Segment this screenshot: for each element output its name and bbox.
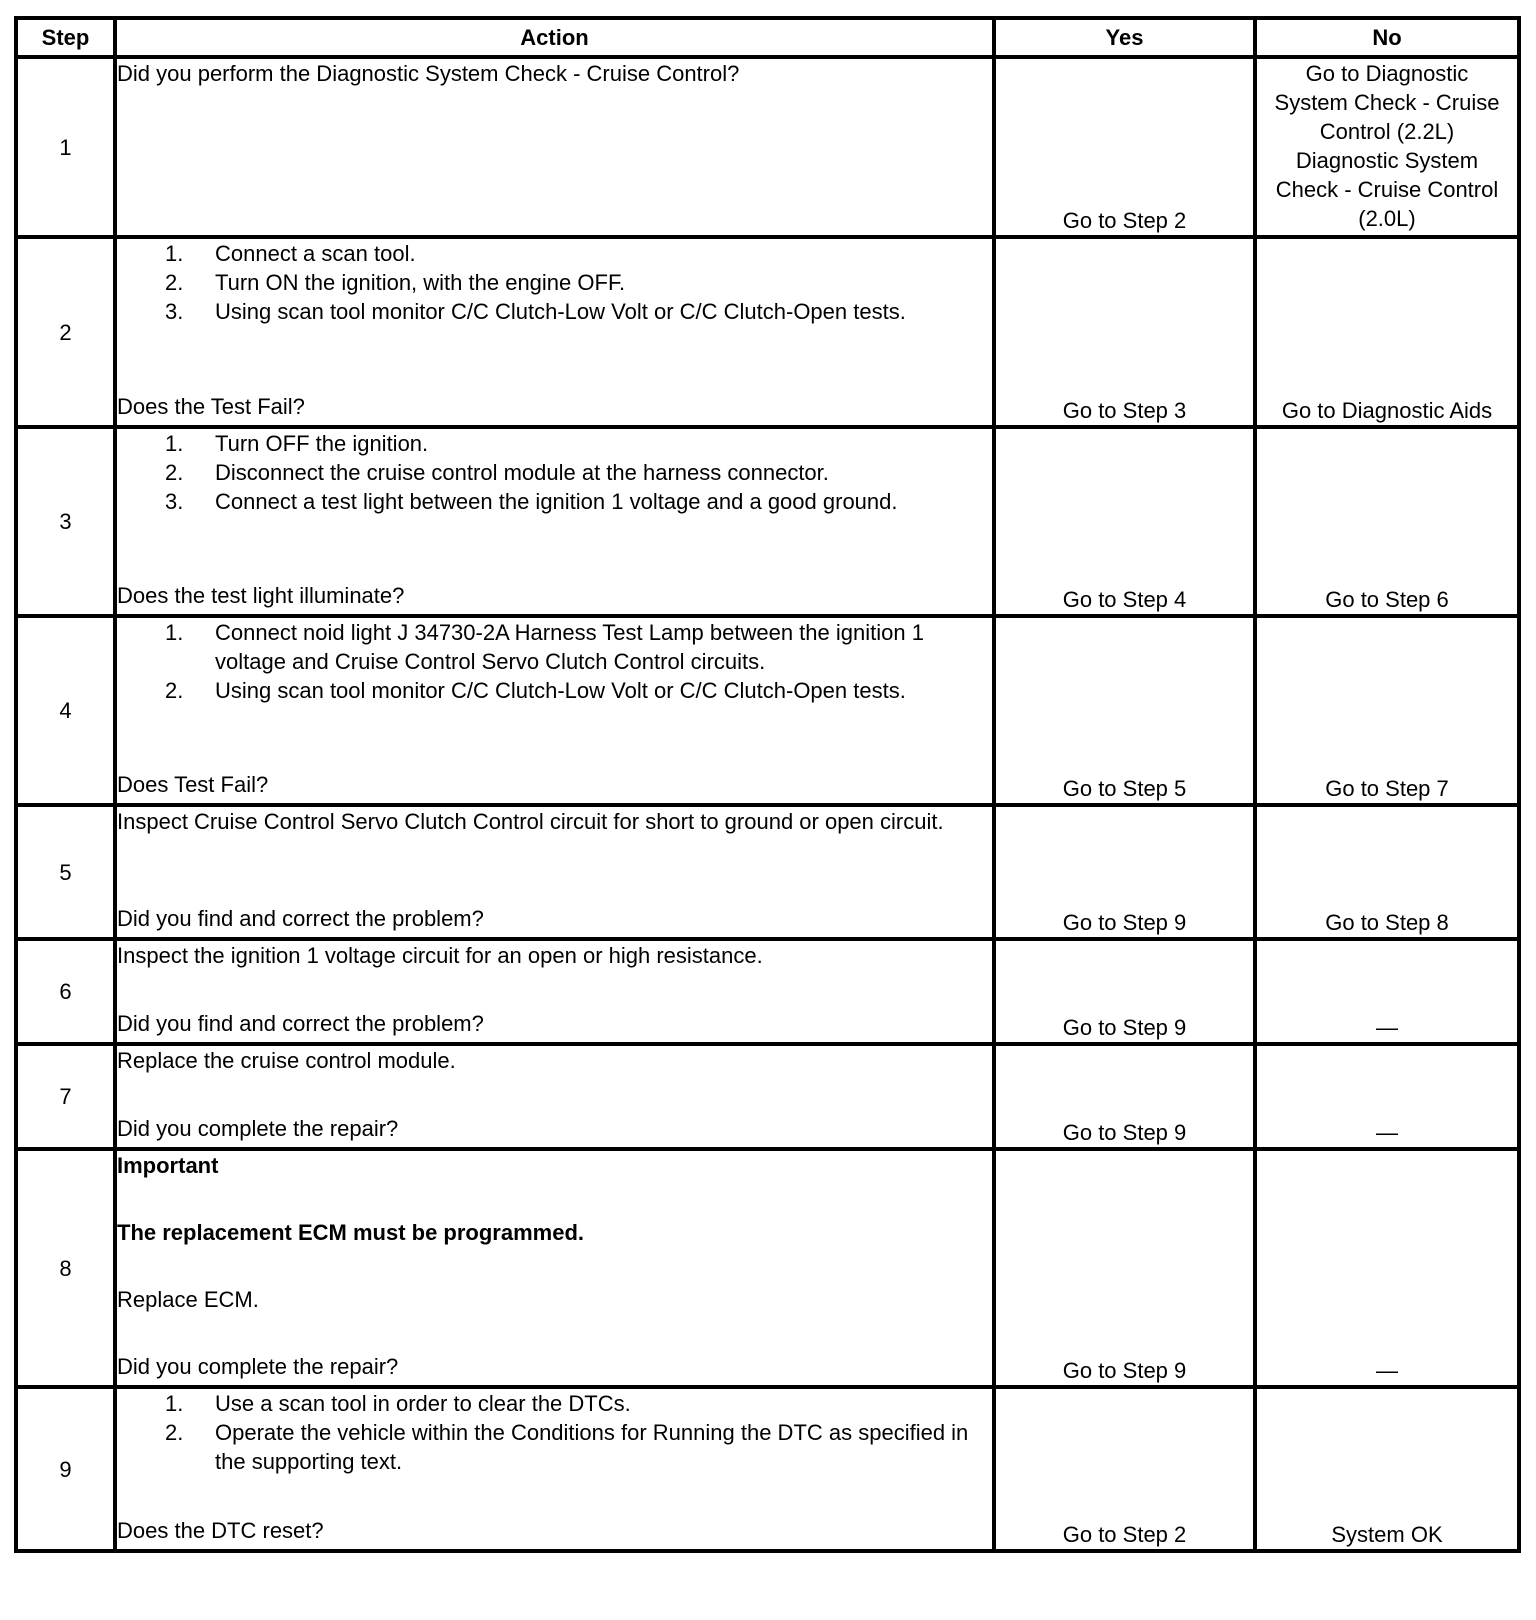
list-item: Using scan tool monitor C/C Clutch-Low Volt or C/C Clutch-Open tests. <box>215 678 906 703</box>
yes-cell: Go to Step 9 <box>994 1044 1255 1149</box>
action-question: Did you find and correct the problem? <box>117 1011 484 1036</box>
no-cell: Go to Diagnostic Aids <box>1255 237 1519 427</box>
action-cell <box>115 1387 994 1551</box>
action-question: Did you complete the repair? <box>117 1354 399 1379</box>
important-text: The replacement ECM must be programmed. <box>117 1220 584 1245</box>
no-cell: Go to Step 7 <box>1255 616 1519 805</box>
action-list <box>117 429 992 516</box>
list-item: Use a scan tool in order to clear the DTCs. <box>215 1391 631 1416</box>
table-row <box>16 805 1519 939</box>
table-row <box>16 1387 1519 1551</box>
yes-cell: Go to Step 5 <box>994 616 1255 805</box>
table-row <box>16 1149 1519 1387</box>
yes-cell: Go to Step 9 <box>994 805 1255 939</box>
table-row <box>16 1044 1519 1149</box>
yes-cell: Go to Step 2 <box>994 57 1255 237</box>
list-item: Operate the vehicle within the Conditions for Running the DTC as specified in the supporting text. <box>215 1420 969 1474</box>
action-list <box>117 239 992 326</box>
no-cell: Go to Step 8 <box>1255 805 1519 939</box>
yes-cell: Go to Step 4 <box>994 427 1255 616</box>
list-item: Connect a scan tool. <box>215 241 416 266</box>
action-question: Does the DTC reset? <box>117 1518 324 1543</box>
yes-cell: Go to Step 3 <box>994 237 1255 427</box>
action-text: Did you perform the Diagnostic System Check - Cruise Control? <box>117 61 740 86</box>
action-text: Inspect Cruise Control Servo Clutch Control circuit for short to ground or open circuit. <box>117 809 944 834</box>
header-step: Step <box>16 18 115 57</box>
step-number: 6 <box>16 939 115 1044</box>
no-cell: — <box>1255 1044 1519 1149</box>
action-text: Replace ECM. <box>117 1287 259 1312</box>
table-row <box>16 57 1519 237</box>
yes-cell: Go to Step 9 <box>994 1149 1255 1387</box>
action-cell <box>115 939 994 1044</box>
header-no: No <box>1255 18 1519 57</box>
list-item: Disconnect the cruise control module at the harness connector. <box>215 460 829 485</box>
header-action: Action <box>115 18 994 57</box>
step-number: 2 <box>16 237 115 427</box>
diagnostic-table <box>14 16 1521 1553</box>
step-number: 8 <box>16 1149 115 1387</box>
action-question: Does Test Fail? <box>117 772 269 797</box>
table-row <box>16 616 1519 805</box>
no-cell: Go to Diagnostic System Check - Cruise Control (2.2L) Diagnostic System Check - Cruise Control (2.0L) <box>1255 57 1519 237</box>
step-number: 9 <box>16 1387 115 1551</box>
action-cell <box>115 57 994 237</box>
yes-cell: Go to Step 2 <box>994 1387 1255 1551</box>
list-item: Connect a test light between the ignition 1 voltage and a good ground. <box>215 489 898 514</box>
action-list <box>117 618 992 705</box>
action-cell <box>115 1044 994 1149</box>
action-question: Did you complete the repair? <box>117 1116 399 1141</box>
action-cell <box>115 616 994 805</box>
table-row <box>16 237 1519 427</box>
no-cell: System OK <box>1255 1387 1519 1551</box>
important-label: Important <box>117 1153 219 1178</box>
action-text: Inspect the ignition 1 voltage circuit for an open or high resistance. <box>117 943 763 968</box>
step-number: 1 <box>16 57 115 237</box>
step-number: 7 <box>16 1044 115 1149</box>
action-cell <box>115 237 994 427</box>
action-question: Does the Test Fail? <box>117 394 305 419</box>
step-number: 3 <box>16 427 115 616</box>
header-row <box>16 18 1519 57</box>
table-row <box>16 939 1519 1044</box>
action-question: Does the test light illuminate? <box>117 583 405 608</box>
table-row <box>16 427 1519 616</box>
step-number: 5 <box>16 805 115 939</box>
action-question: Did you find and correct the problem? <box>117 906 484 931</box>
list-item: Connect noid light J 34730-2A Harness Test Lamp between the ignition 1 voltage and Cruise Control Servo Clutch Control circuits. <box>215 620 924 674</box>
header-yes: Yes <box>994 18 1255 57</box>
action-cell <box>115 1149 994 1387</box>
yes-cell: Go to Step 9 <box>994 939 1255 1044</box>
step-number: 4 <box>16 616 115 805</box>
action-cell <box>115 805 994 939</box>
action-text: Replace the cruise control module. <box>117 1048 456 1073</box>
list-item: Turn ON the ignition, with the engine OFF. <box>215 270 626 295</box>
list-item: Turn OFF the ignition. <box>215 431 429 456</box>
list-item: Using scan tool monitor C/C Clutch-Low Volt or C/C Clutch-Open tests. <box>215 299 906 324</box>
no-cell: — <box>1255 1149 1519 1387</box>
action-list <box>117 1389 992 1476</box>
action-cell <box>115 427 994 616</box>
no-cell: — <box>1255 939 1519 1044</box>
no-cell: Go to Step 6 <box>1255 427 1519 616</box>
